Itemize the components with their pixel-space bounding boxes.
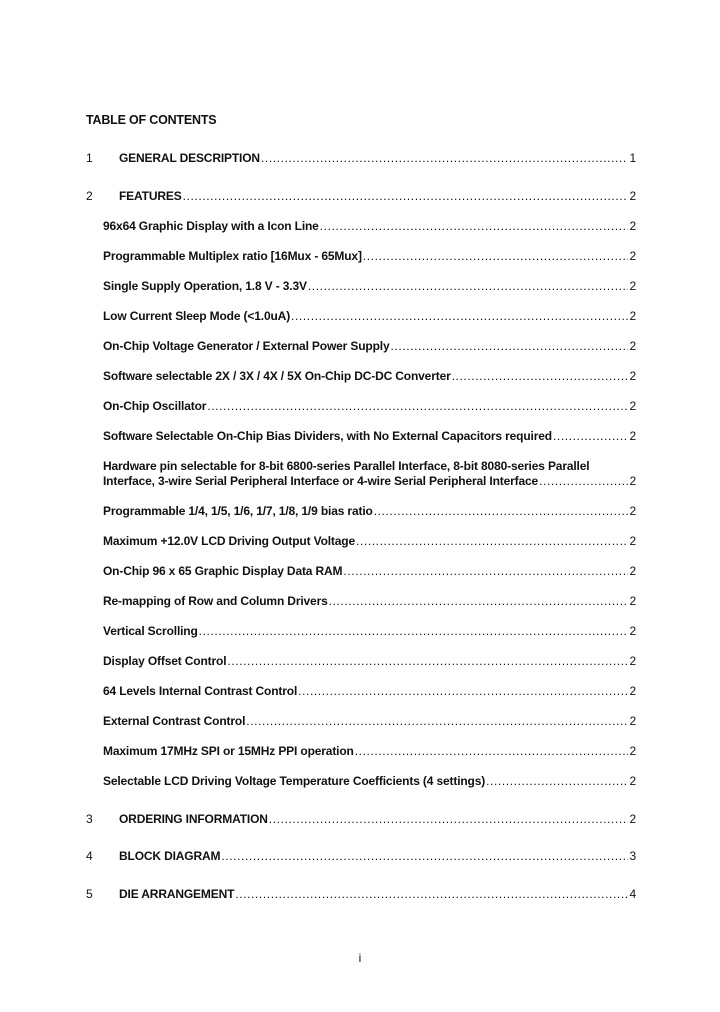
toc-entry-feature[interactable]	[103, 744, 636, 759]
toc-entry-feature[interactable]	[103, 399, 636, 414]
feature-label: 96x64 Graphic Display with a Icon Line	[103, 219, 319, 233]
feature-label: Display Offset Control	[103, 654, 227, 668]
page-number: 2	[629, 504, 636, 518]
leader-dots	[291, 309, 628, 324]
leader-dots	[235, 887, 628, 902]
feature-label: On-Chip 96 x 65 Graphic Display Data RAM	[103, 564, 343, 578]
leader-dots	[363, 249, 629, 264]
section-number: 4	[86, 849, 93, 863]
leader-dots	[246, 714, 628, 729]
toc-entry-feature[interactable]	[103, 309, 636, 324]
leader-dots	[452, 369, 629, 384]
toc-entry-feature[interactable]	[103, 339, 636, 354]
leader-dots	[298, 684, 628, 699]
leader-dots	[261, 151, 629, 166]
toc-entry-section-5[interactable]	[86, 887, 636, 902]
toc-entry-feature-multiline[interactable]	[103, 459, 636, 489]
feature-label: Maximum 17MHz SPI or 15MHz PPI operation	[103, 744, 354, 758]
feature-label: Selectable LCD Driving Voltage Temperature Coefficients (4 settings)	[103, 774, 486, 788]
page-number: 2	[629, 654, 636, 668]
leader-dots	[356, 534, 628, 549]
page-number: 3	[629, 849, 636, 863]
leader-dots	[486, 774, 628, 789]
feature-label: Software Selectable On-Chip Bias Dividers, with No External Capacitors required	[103, 429, 552, 443]
leader-dots	[207, 399, 628, 414]
leader-dots	[269, 812, 629, 827]
leader-dots	[355, 744, 629, 759]
feature-label: Programmable 1/4, 1/5, 1/6, 1/7, 1/8, 1/9 bias ratio	[103, 504, 373, 518]
section-label: FEATURES	[119, 189, 182, 203]
toc-entry-section-4[interactable]	[86, 849, 636, 864]
leader-dots	[390, 339, 628, 354]
toc-entry-section-2[interactable]	[86, 189, 636, 204]
feature-label-line-2: Interface, 3-wire Serial Peripheral Interface or 4-wire Serial Peripheral Interface	[103, 474, 539, 488]
feature-label: Software selectable 2X / 3X / 4X / 5X On-Chip DC-DC Converter	[103, 369, 451, 383]
page-number: 1	[629, 151, 636, 165]
page-number: 2	[629, 744, 636, 758]
page-number: 2	[629, 474, 636, 488]
toc-title: TABLE OF CONTENTS	[86, 113, 217, 127]
feature-label: On-Chip Voltage Generator / External Power Supply	[103, 339, 390, 353]
toc-entry-feature[interactable]	[103, 369, 636, 384]
section-number: 1	[86, 151, 93, 165]
section-number: 5	[86, 887, 93, 901]
toc-entry-section-1[interactable]	[86, 151, 636, 166]
page-number: 2	[629, 369, 636, 383]
toc-entry-feature[interactable]	[103, 279, 636, 294]
leader-dots	[329, 594, 629, 609]
leader-dots	[553, 429, 629, 444]
toc-entry-feature[interactable]	[103, 654, 636, 669]
leader-dots	[227, 654, 628, 669]
toc-entry-feature[interactable]	[103, 684, 636, 699]
leader-dots	[343, 564, 628, 579]
section-label: BLOCK DIAGRAM	[119, 849, 221, 863]
page-number: 2	[629, 564, 636, 578]
leader-dots	[221, 849, 628, 864]
footer-page-number: i	[358, 951, 362, 965]
page-number: 2	[629, 774, 636, 788]
toc-entry-feature[interactable]	[103, 429, 636, 444]
toc-entry-feature[interactable]	[103, 534, 636, 549]
leader-dots	[308, 279, 629, 294]
feature-label: Re-mapping of Row and Column Drivers	[103, 594, 328, 608]
toc-entry-feature[interactable]	[103, 624, 636, 639]
page-number: 2	[629, 279, 636, 293]
page-number: 2	[629, 339, 636, 353]
leader-dots	[199, 624, 629, 639]
page-number: 4	[629, 887, 636, 901]
leader-dots	[374, 504, 629, 519]
section-label: DIE ARRANGEMENT	[119, 887, 235, 901]
feature-label-line-1: Hardware pin selectable for 8-bit 6800-series Parallel Interface, 8-bit 8080-series Parallel	[103, 459, 590, 473]
section-number: 2	[86, 189, 93, 203]
feature-label: Single Supply Operation, 1.8 V - 3.3V	[103, 279, 307, 293]
page-number: 2	[629, 534, 636, 548]
leader-dots	[539, 474, 628, 489]
section-number: 3	[86, 812, 93, 826]
toc-entry-section-3[interactable]	[86, 812, 636, 827]
toc-entry-feature[interactable]	[103, 594, 636, 609]
page-number: 2	[629, 594, 636, 608]
page-number: 2	[629, 399, 636, 413]
leader-dots	[183, 189, 629, 204]
feature-label: 64 Levels Internal Contrast Control	[103, 684, 298, 698]
feature-label: On-Chip Oscillator	[103, 399, 207, 413]
feature-label: Programmable Multiplex ratio [16Mux - 65Mux]	[103, 249, 362, 263]
page-number: 2	[629, 219, 636, 233]
feature-label: External Contrast Control	[103, 714, 246, 728]
toc-entry-feature[interactable]	[103, 219, 636, 234]
toc-entry-feature[interactable]	[103, 249, 636, 264]
section-label: ORDERING INFORMATION	[119, 812, 268, 826]
section-label: GENERAL DESCRIPTION	[119, 151, 260, 165]
page-number: 2	[629, 812, 636, 826]
page-number: 2	[629, 714, 636, 728]
page-number: 2	[629, 309, 636, 323]
feature-label: Low Current Sleep Mode (<1.0uA)	[103, 309, 291, 323]
feature-label: Maximum +12.0V LCD Driving Output Voltage	[103, 534, 356, 548]
feature-label: Vertical Scrolling	[103, 624, 198, 638]
leader-dots	[320, 219, 629, 234]
toc-entry-feature[interactable]	[103, 504, 636, 519]
page-number: 2	[629, 684, 636, 698]
page-number: 2	[629, 189, 636, 203]
toc-entry-feature[interactable]	[103, 774, 636, 789]
page-number: 2	[629, 624, 636, 638]
page-number: 2	[629, 249, 636, 263]
toc-entry-feature[interactable]	[103, 714, 636, 729]
page-number: 2	[629, 429, 636, 443]
toc-entry-feature[interactable]	[103, 564, 636, 579]
